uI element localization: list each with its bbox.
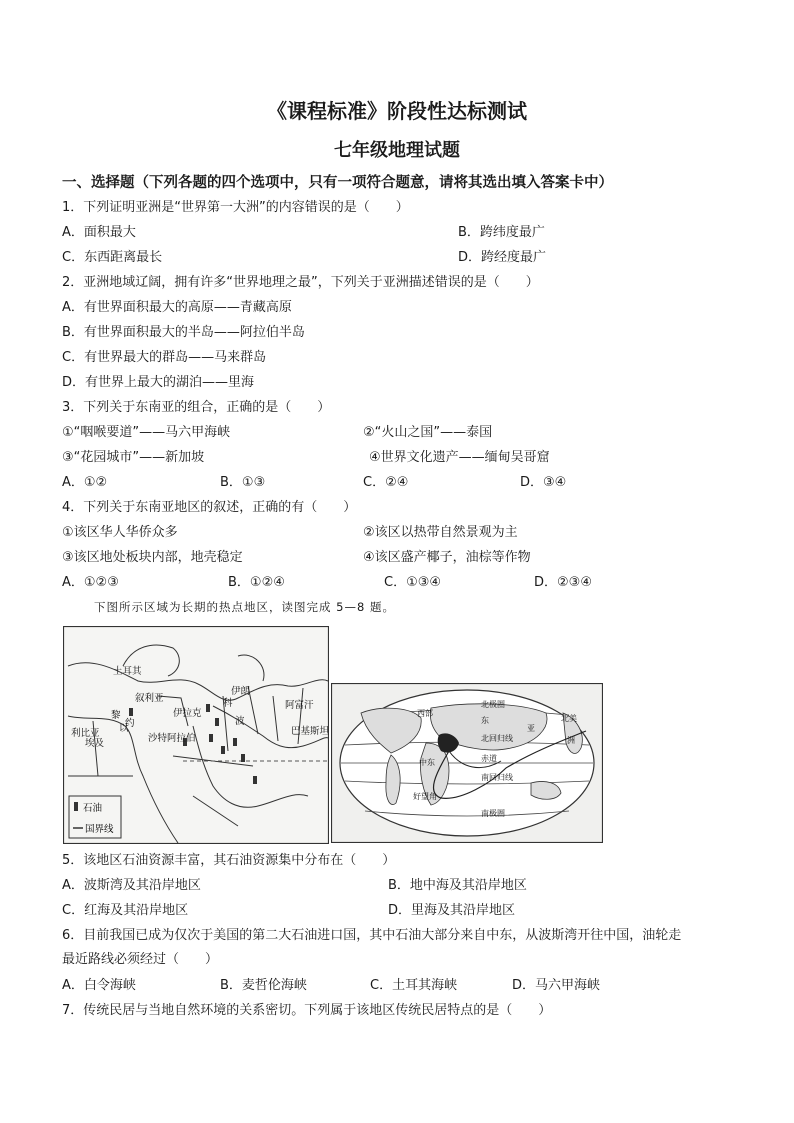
q3-item-2: ②“火山之国”——泰国 (363, 425, 493, 440)
label-arctic-circle: 北极圈 (481, 700, 505, 709)
q4-item-4: ④该区盛产椰子，油棕等作物 (363, 550, 531, 565)
q6-option-c: C．土耳其海峡 (370, 978, 458, 993)
q4-option-d: D．②③④ (534, 575, 592, 590)
q5-stem: 5．该地区石油资源丰富，其石油资源集中分布在（ ） (62, 853, 396, 868)
q5-option-a: A．波斯湾及其沿岸地区 (62, 878, 201, 893)
q4-option-c: C．①③④ (384, 575, 442, 590)
label-cape: 好望角 (413, 792, 437, 801)
q1-option-d: D．跨经度最广 (458, 250, 547, 265)
world-location-map (331, 683, 603, 843)
q1-option-b: B．跨纬度最广 (458, 225, 545, 240)
label-pakistan: 巴基斯坦 (291, 726, 329, 737)
label-antarctic-circle: 南极圈 (481, 809, 505, 818)
q6-stem: 6．目前我国已成为仅次于美国的第二大石油进口国，其中石油大部分来自中东，从波斯湾开往中国，油轮走 (62, 928, 682, 943)
q6-option-b: B．麦哲伦海峡 (220, 978, 307, 993)
section-heading: 一、选择题（下列各题的四个选项中，只有一项符合题意，请将其选出填入答案卡中） (62, 175, 613, 191)
label-tropic-cancer: 北回归线 (481, 734, 513, 743)
label-jordan: 约 (125, 718, 135, 729)
label-middle-east: 中东 (419, 758, 435, 767)
label-iraq: 伊拉克 (173, 708, 202, 719)
q3-item-4: ④世界文化遗产——缅甸吴哥窟 (369, 450, 550, 465)
q4-option-a: A．①②③ (62, 575, 119, 590)
label-saudi: 沙特阿拉伯 (148, 733, 196, 744)
label-asia: 亚 (527, 724, 535, 733)
q3-option-d: D．③④ (520, 475, 567, 490)
label-afghanistan: 阿富汗 (285, 700, 314, 711)
label-continent: 洲 (567, 736, 575, 745)
label-tropic-capricorn: 南回归线 (481, 773, 513, 782)
label-egypt: 埃及 (85, 738, 105, 749)
label-east: 东 (481, 716, 489, 725)
q3-option-a: A．①② (62, 475, 108, 490)
label-iran: 伊朗 (231, 686, 251, 697)
q6-option-a: A．白令海峡 (62, 978, 136, 993)
q1-option-c: C．东西距离最长 (62, 250, 163, 265)
q2-option-c: C．有世界最大的群岛——马来群岛 (62, 350, 267, 365)
oil-legend-icon (74, 802, 78, 811)
q3-option-c: C．②④ (363, 475, 409, 490)
q4-item-2: ②该区以热带自然景观为主 (363, 525, 518, 540)
label-north-america: 北美 (561, 714, 577, 723)
q5-option-c: C．红海及其沿岸地区 (62, 903, 189, 918)
label-west: 西部 (417, 709, 433, 718)
q3-stem: 3．下列关于东南亚的组合，正确的是（ ） (62, 400, 331, 415)
q4-item-1: ①该区华人华侨众多 (62, 525, 178, 540)
label-kuwait: 科 (223, 698, 233, 709)
q2-stem: 2．亚洲地域辽阔，拥有许多“世界地理之最”，下列关于亚洲描述错误的是（ ） (62, 275, 539, 290)
q6-stem-cont: 最近路线必须经过（ ） (62, 952, 219, 967)
q1-stem: 1．下列证明亚洲是“世界第一大洲”的内容错误的是（ ） (62, 200, 409, 215)
middle-east-map (63, 626, 329, 844)
label-syria: 叙利亚 (135, 693, 164, 704)
q2-option-a: A．有世界面积最大的高原——青藏高原 (62, 300, 292, 315)
q2-option-b: B．有世界面积最大的半岛——阿拉伯半岛 (62, 325, 305, 340)
q4-stem: 4．下列关于东南亚地区的叙述，正确的有（ ） (62, 500, 357, 515)
q3-option-b: B．①③ (220, 475, 266, 490)
q6-option-d: D．马六甲海峡 (512, 978, 601, 993)
label-lebanon: 黎 (111, 710, 121, 721)
q4-option-b: B．①②④ (228, 575, 285, 590)
q5-option-b: B．地中海及其沿岸地区 (388, 878, 527, 893)
q2-option-d: D．有世界上最大的湖泊——里海 (62, 375, 255, 390)
page-title: 《课程标准》阶段性达标测试 (267, 99, 527, 123)
q7-stem: 7．传统民居与当地自然环境的关系密切。下列属于该地区传统民居特点的是（ ） (62, 1003, 552, 1018)
q5-option-d: D．里海及其沿岸地区 (388, 903, 516, 918)
label-israel: 以 (119, 723, 129, 734)
legend-oil-label: 石油 (83, 803, 103, 814)
legend-border-label: 国界线 (85, 824, 114, 835)
q4-item-3: ③该区地处板块内部，地壳稳定 (62, 550, 243, 565)
label-turkey: 土耳其 (113, 666, 142, 677)
label-equator: 赤道 (481, 754, 497, 763)
q3-item-3: ③“花园城市”——新加坡 (62, 450, 205, 465)
q3-item-1: ①“咽喉要道”——马六甲海峡 (62, 425, 231, 440)
label-libya: 利比亚 (71, 728, 100, 739)
q1-option-a: A．面积最大 (62, 225, 136, 240)
label-persian: 波 (235, 716, 245, 727)
map-instruction: 下图所示区域为长期的热点地区，读图完成 5—8 题。 (94, 600, 395, 614)
page-subtitle: 七年级地理试题 (334, 140, 460, 161)
